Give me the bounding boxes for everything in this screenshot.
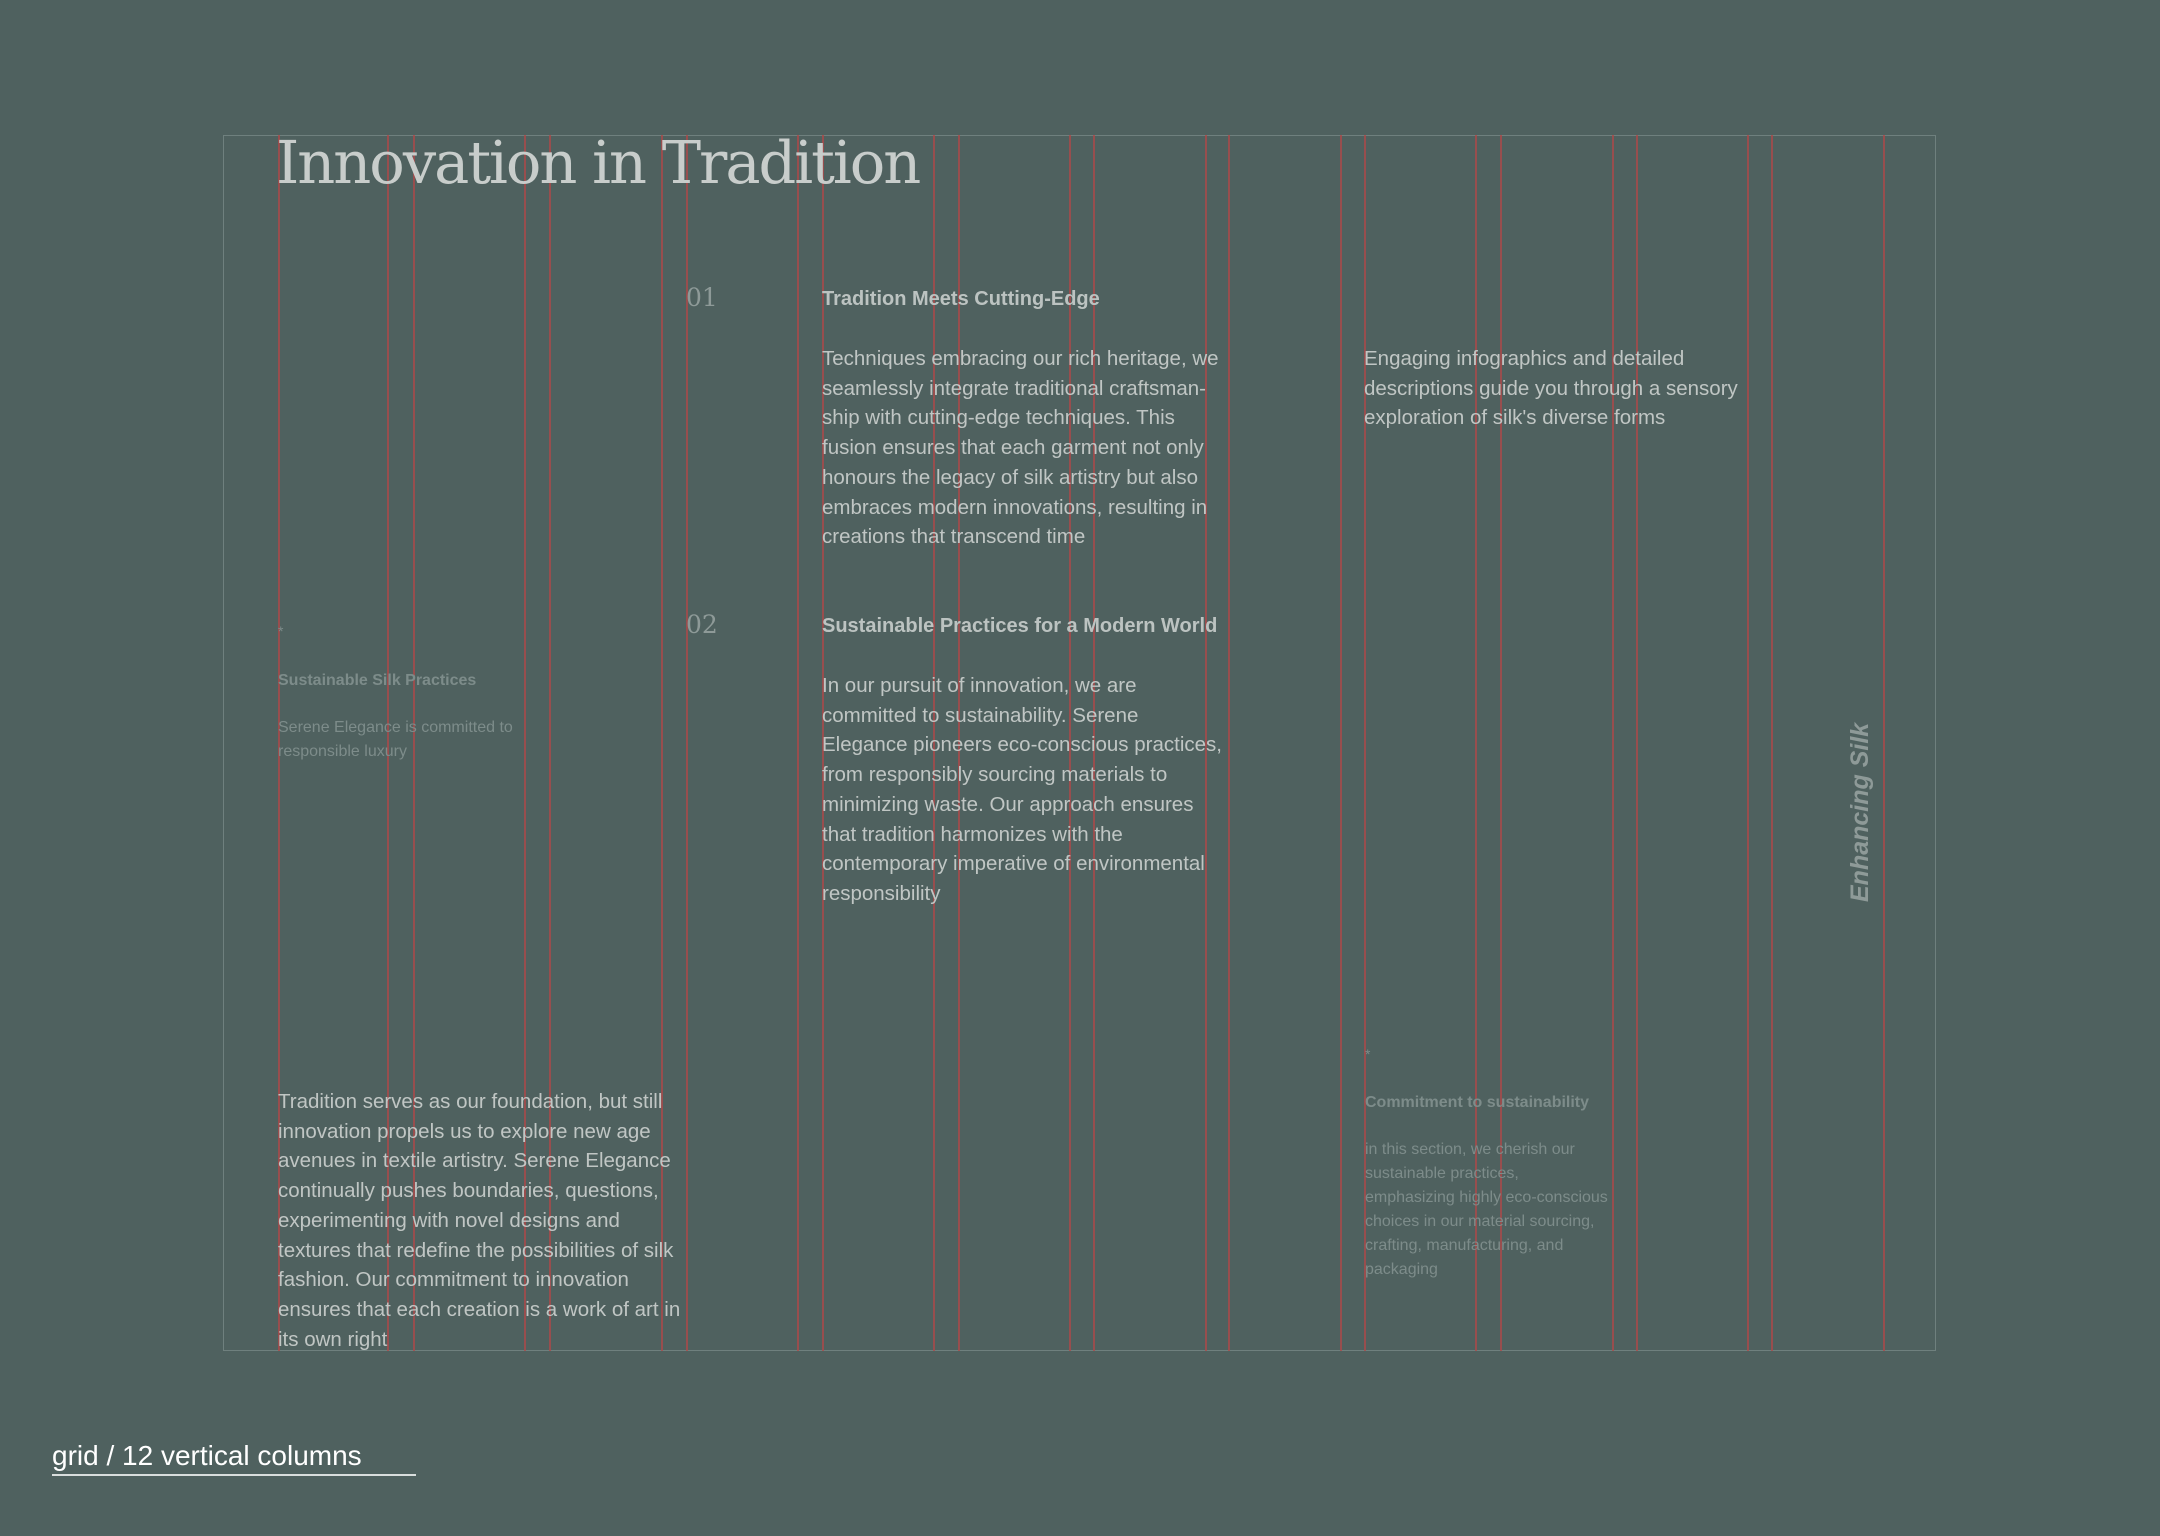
grid-line xyxy=(1771,135,1773,1351)
grid-line xyxy=(1228,135,1230,1351)
note-marker: * xyxy=(1365,1046,1371,1062)
note-body: Serene Elegance is committed to responsible luxury xyxy=(278,719,513,760)
section-body: In our pursuit of innovation, we are committed to sustainability. Serene Elegance pioneers eco-conscious practices, from responsibly sourcing materials to minimizing waste. Our approach ensures that tradition harmonizes with the contemporary imperative of environmental responsibility xyxy=(822,674,1222,905)
foundation-paragraph: Tradition serves as our foundation, but still innovation propels us to explore new age avenues in textile artistry. Serene Elegance continually pushes boundaries, questions, experimenting with novel designs and textures that redefine the possibilities of silk fashion. Our commitment to innovation ensures that each creation is a work of art in its own right xyxy=(278,1090,681,1351)
note-body: in this section, we cherish our sustainable practices, emphasizing highly eco-conscious choices in our material sourcing, crafting, manufacturing, and packaging xyxy=(1365,1141,1608,1278)
caption-underline xyxy=(52,1474,416,1476)
grid-caption: grid / 12 vertical columns xyxy=(52,1440,362,1471)
note-marker: * xyxy=(278,623,284,639)
grid-line xyxy=(1883,135,1885,1351)
vertical-label: Enhancing Silk xyxy=(1846,722,1874,902)
note-heading: Commitment to sustainability xyxy=(1365,1094,1590,1111)
page-title: Innovation in Tradition xyxy=(276,128,920,197)
grid-line xyxy=(1636,135,1638,1351)
section-number: 02 xyxy=(686,610,718,639)
grid-line xyxy=(1612,135,1614,1351)
section-heading: Tradition Meets Cutting-Edge xyxy=(822,288,1100,310)
grid-line xyxy=(1747,135,1749,1351)
infographics-description: Engaging infographics and detailed descriptions guide you through a sensory exploration of silk's diverse forms xyxy=(1364,347,1738,430)
section-body: Techniques embracing our rich heritage, we seamlessly integrate traditional craftsman-ship with cutting-edge techniques. This fusion ensures that each garment not only honours the legacy of silk artistry but also embraces modern innovations, resulting in creations that transcend time xyxy=(822,347,1219,549)
note-heading: Sustainable Silk Practices xyxy=(278,672,477,689)
section-number: 01 xyxy=(686,283,718,312)
grid-line xyxy=(797,135,799,1351)
section-heading: Sustainable Practices for a Modern World xyxy=(822,615,1218,637)
grid-line xyxy=(1340,135,1342,1351)
